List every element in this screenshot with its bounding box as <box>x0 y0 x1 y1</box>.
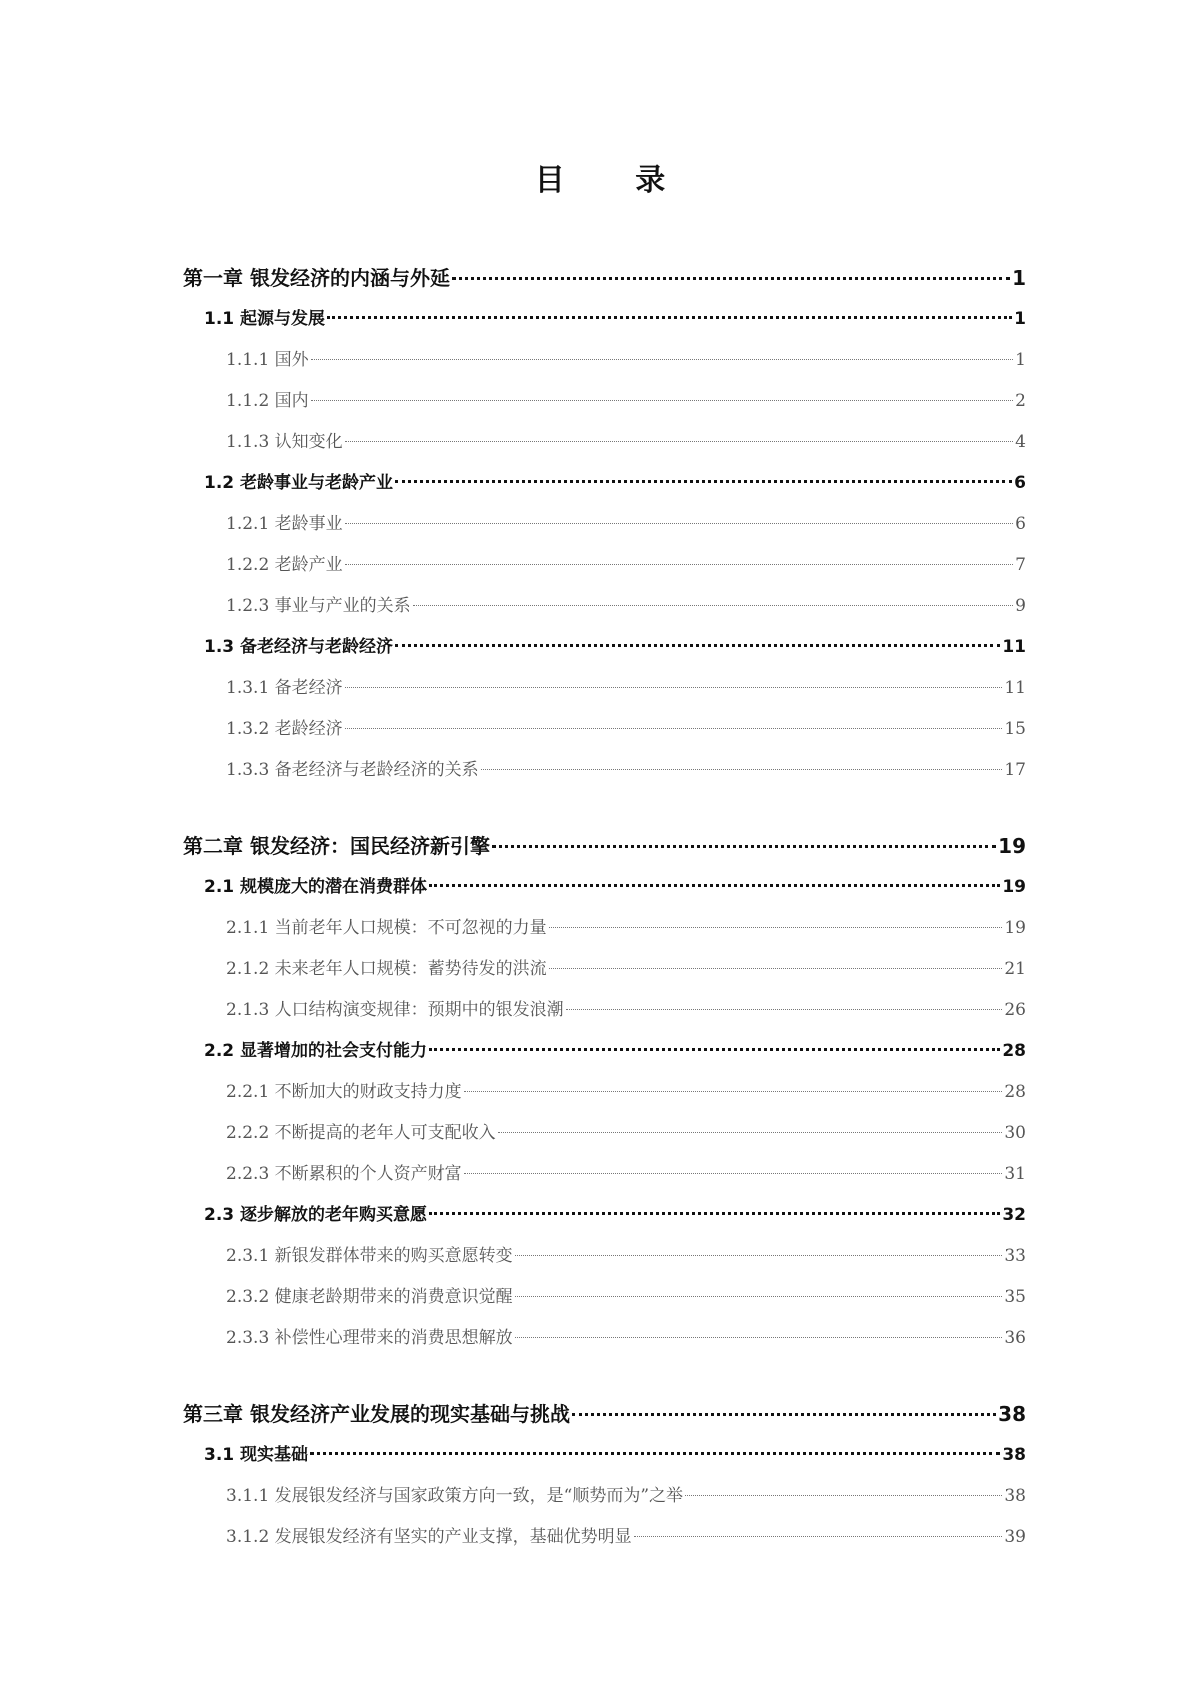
dot-leader <box>464 1091 1003 1092</box>
toc-entry-page: 38 <box>1002 1445 1026 1465</box>
dot-leader <box>413 605 1014 606</box>
toc-entry-label: 1.2.1 老龄事业 <box>226 514 343 534</box>
toc-entry-page: 19 <box>1004 918 1026 938</box>
toc-entry-sub[interactable] <box>226 1522 1026 1552</box>
dot-leader <box>429 884 1000 887</box>
dot-leader <box>452 277 1010 280</box>
toc-entry-label: 3.1 现实基础 <box>204 1445 309 1465</box>
toc-entry-page: 15 <box>1004 719 1026 739</box>
dot-leader <box>395 480 1012 483</box>
toc-entry-label: 2.2.3 不断累积的个人资产财富 <box>226 1164 462 1184</box>
toc-entry-label: 2.2.1 不断加大的财政支持力度 <box>226 1082 462 1102</box>
toc-entry-label: 2.1.3 人口结构演变规律：预期中的银发浪潮 <box>226 1000 564 1020</box>
toc-entry-section[interactable] <box>204 632 1026 662</box>
toc-entry-page: 17 <box>1004 760 1026 780</box>
toc-entry-sub[interactable] <box>226 427 1026 457</box>
toc-entry-sub[interactable] <box>226 1159 1026 1189</box>
toc-entry-label: 2.3.3 补偿性心理带来的消费思想解放 <box>226 1328 513 1348</box>
dot-leader <box>311 359 1014 360</box>
toc-entry-page: 6 <box>1014 473 1026 493</box>
dot-leader <box>492 845 996 848</box>
toc-entry-page: 11 <box>1004 678 1026 698</box>
toc-entry-label: 1.1.1 国外 <box>226 350 309 370</box>
toc-entry-page: 19 <box>1002 877 1026 897</box>
toc-entry-page: 35 <box>1004 1287 1026 1307</box>
dot-leader <box>481 769 1003 770</box>
toc-title: 目 录 <box>534 163 696 198</box>
toc-entry-page: 4 <box>1015 432 1026 452</box>
toc-entry-page: 11 <box>1002 637 1026 657</box>
dot-leader <box>345 564 1014 565</box>
toc-entry-label: 1.3.3 备老经济与老龄经济的关系 <box>226 760 479 780</box>
toc-entry-label: 2.2.2 不断提高的老年人可支配收入 <box>226 1123 496 1143</box>
toc-entry-sub[interactable] <box>226 755 1026 785</box>
dot-leader <box>515 1296 1003 1297</box>
toc-entry-section[interactable] <box>204 304 1026 334</box>
toc-entry-page: 1 <box>1014 309 1026 329</box>
toc-entry-page: 33 <box>1004 1246 1026 1266</box>
toc-entry-page: 26 <box>1004 1000 1026 1020</box>
toc-entry-label: 1.2.2 老龄产业 <box>226 555 343 575</box>
dot-leader <box>572 1413 996 1416</box>
dot-leader <box>464 1173 1003 1174</box>
dot-leader <box>429 1212 1000 1215</box>
dot-leader <box>549 968 1003 969</box>
dot-leader <box>498 1132 1003 1133</box>
toc-entry-sub[interactable] <box>226 995 1026 1025</box>
dot-leader <box>634 1536 1003 1537</box>
toc-entry-page: 28 <box>1004 1082 1026 1102</box>
toc-entry-page: 39 <box>1004 1527 1026 1547</box>
toc-entry-chapter[interactable] <box>183 1399 1026 1429</box>
toc-entry-sub[interactable] <box>226 1118 1026 1148</box>
toc-entry-sub[interactable] <box>226 1323 1026 1353</box>
toc-entry-label: 2.1.1 当前老年人口规模：不可忽视的力量 <box>226 918 547 938</box>
toc-entry-label: 1.3.1 备老经济 <box>226 678 343 698</box>
dot-leader <box>311 400 1014 401</box>
toc-entry-label: 1.3 备老经济与老龄经济 <box>204 637 394 657</box>
dot-leader <box>515 1337 1003 1338</box>
toc-entry-label: 2.1 规模庞大的潜在消费群体 <box>204 877 428 897</box>
toc-entry-page: 1 <box>1012 266 1026 290</box>
toc-entry-label: 2.2 显著增加的社会支付能力 <box>204 1041 428 1061</box>
dot-leader <box>429 1048 1000 1051</box>
toc-entry-page: 30 <box>1004 1123 1026 1143</box>
toc-entry-label: 1.3.2 老龄经济 <box>226 719 343 739</box>
toc-entry-page: 2 <box>1015 391 1026 411</box>
toc-entry-section[interactable] <box>204 1200 1026 1230</box>
toc-entry-page: 19 <box>998 834 1026 858</box>
toc-entry-label: 2.1.2 未来老年人口规模：蓄势待发的洪流 <box>226 959 547 979</box>
toc-entry-chapter[interactable] <box>183 831 1026 861</box>
toc-entry-chapter[interactable] <box>183 263 1026 293</box>
toc-entry-label: 1.1.2 国内 <box>226 391 309 411</box>
toc-entry-section[interactable] <box>204 1440 1026 1470</box>
toc-entry-label: 2.3.2 健康老龄期带来的消费意识觉醒 <box>226 1287 513 1307</box>
toc-entry-page: 21 <box>1004 959 1026 979</box>
toc-entry-label: 1.1.3 认知变化 <box>226 432 343 452</box>
toc-entry-sub[interactable] <box>226 1241 1026 1271</box>
dot-leader <box>345 441 1014 442</box>
toc-entry-sub[interactable] <box>226 1481 1026 1511</box>
toc-entry-section[interactable] <box>204 872 1026 902</box>
toc-entry-page: 28 <box>1002 1041 1026 1061</box>
toc-entry-label: 3.1.2 发展银发经济有坚实的产业支撑，基础优势明显 <box>226 1527 632 1547</box>
dot-leader <box>345 728 1003 729</box>
dot-leader <box>327 316 1012 319</box>
toc-entry-section[interactable] <box>204 468 1026 498</box>
toc-entry-label: 2.3 逐步解放的老年购买意愿 <box>204 1205 428 1225</box>
toc-entry-sub[interactable] <box>226 714 1026 744</box>
dot-leader <box>345 687 1003 688</box>
toc-entry-sub[interactable] <box>226 1282 1026 1312</box>
toc-entry-sub[interactable] <box>226 509 1026 539</box>
toc-entry-page: 31 <box>1004 1164 1026 1184</box>
dot-leader <box>685 1495 1002 1496</box>
toc-entry-page: 32 <box>1002 1205 1026 1225</box>
toc-entry-label: 第二章 银发经济：国民经济新引擎 <box>183 834 490 858</box>
toc-entry-page: 1 <box>1015 350 1026 370</box>
toc-entry-label: 第三章 银发经济产业发展的现实基础与挑战 <box>183 1402 570 1426</box>
toc-entry-label: 1.2 老龄事业与老龄产业 <box>204 473 394 493</box>
dot-leader <box>345 523 1014 524</box>
toc-entry-label: 3.1.1 发展银发经济与国家政策方向一致，是“顺势而为”之举 <box>226 1486 684 1506</box>
toc-entry-page: 6 <box>1015 514 1026 534</box>
toc-entry-label: 1.2.3 事业与产业的关系 <box>226 596 411 616</box>
toc-entry-sub[interactable] <box>226 954 1026 984</box>
toc-entry-label: 第一章 银发经济的内涵与外延 <box>183 266 450 290</box>
dot-leader <box>395 644 1000 647</box>
toc-entry-sub[interactable] <box>226 591 1026 621</box>
toc-entry-label: 1.1 起源与发展 <box>204 309 326 329</box>
toc-entry-sub[interactable] <box>226 550 1026 580</box>
toc-entry-page: 38 <box>1004 1486 1026 1506</box>
toc-entry-page: 7 <box>1015 555 1026 575</box>
toc-entry-sub[interactable] <box>226 386 1026 416</box>
toc-entry-section[interactable] <box>204 1036 1026 1066</box>
dot-leader <box>310 1452 1000 1455</box>
dot-leader <box>515 1255 1003 1256</box>
dot-leader <box>549 927 1003 928</box>
toc-entry-sub[interactable] <box>226 1077 1026 1107</box>
toc-entry-label: 2.3.1 新银发群体带来的购买意愿转变 <box>226 1246 513 1266</box>
toc-entry-sub[interactable] <box>226 345 1026 375</box>
toc-entry-page: 9 <box>1015 596 1026 616</box>
toc-entry-sub[interactable] <box>226 673 1026 703</box>
dot-leader <box>566 1009 1003 1010</box>
toc-entry-page: 38 <box>998 1402 1026 1426</box>
toc-entry-page: 36 <box>1004 1328 1026 1348</box>
toc-entry-sub[interactable] <box>226 913 1026 943</box>
